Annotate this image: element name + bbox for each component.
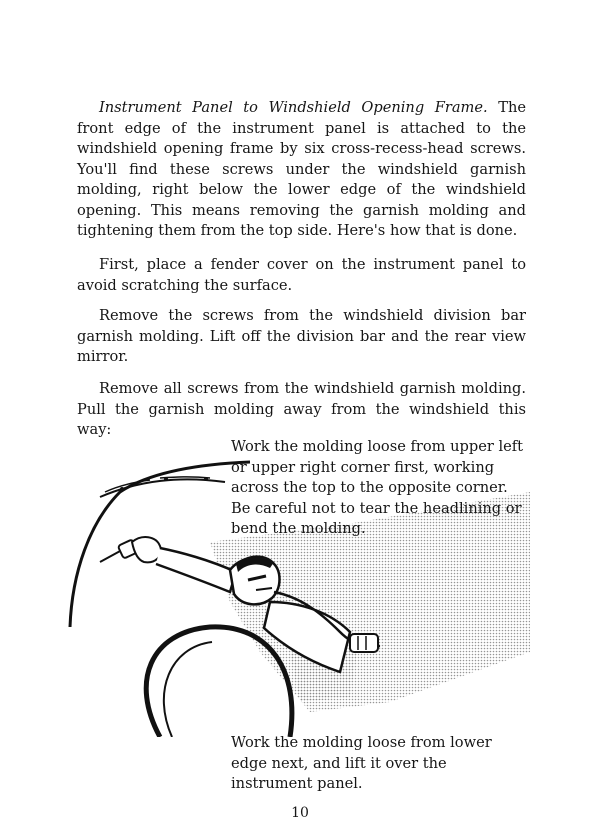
page-number: 10 — [291, 805, 309, 821]
paragraph-3 — [77, 306, 526, 368]
paragraph-2 — [77, 255, 526, 296]
paragraph-4-text: Remove all screws from the windshield garnish molding. Pull the garnish molding away from the windshield this way: — [77, 380, 526, 438]
section-title: Instrument Panel to Windshield Opening Frame. — [99, 99, 488, 116]
intro-paragraph — [77, 98, 526, 242]
paragraph-4 — [77, 379, 526, 441]
paragraph-3-text: Remove the screws from the windshield division bar garnish molding. Lift off the division bar and the rear view mirror. — [77, 307, 526, 365]
caption-lower: Work the molding loose from lower edge next, and lift it over the instrument panel. — [231, 734, 492, 792]
paragraph-1-text: The front edge of the instrument panel is attached to the windshield opening frame by six cross-recess-head screws. You'll find these screws under the windshield garnish molding, right below the lower edge of the windshield opening. This means removing the garnish molding and tightening them from the top side. Here's how that is done. — [77, 99, 526, 239]
caption-upper: Work the molding loose from upper left or upper right corner first, working across the top to the opposite corner. Be careful not to tear the headlining or bend the molding. — [231, 438, 524, 537]
paragraph-2-text: First, place a fender cover on the instrument panel to avoid scratching the surface. — [77, 256, 526, 294]
